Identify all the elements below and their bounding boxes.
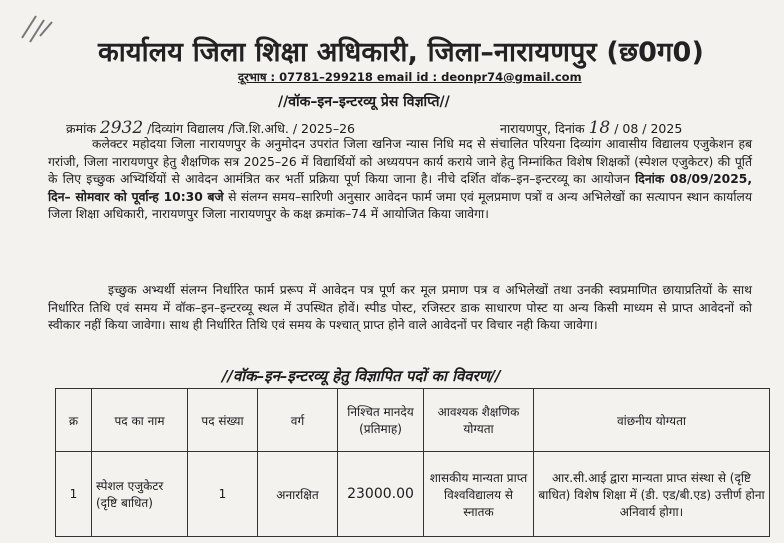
table-row — [56, 452, 770, 537]
col-header-category: वर्ग — [258, 389, 338, 452]
ref-prefix: क्रमांक — [66, 121, 96, 136]
paragraph-2-text: इच्छुक अभ्यर्थी संलग्न निर्धारित फार्म प्ररूप में आवेदन पत्र पूर्ण कर मूल प्रमाण पत्र व अभिलेखों तथा उनकी स्वप्रमाणित छायाप्रतियों के साथ निर्धारित तिथि एवं समय में वॉक–इन–इन्टरव्यू स्थल में उपस्थित होवें। स्पीड पोस्ट, रजिस्टर डाक साधारण पोस्ट या अन्य किसी माध्यम से प्राप्त आवेदनों को स्वीकार नहीं किया जावेगा। साथ ही निर्धारित तिथि एवं समय के पश्चात् प्राप्त होने वाले आवेदनों पर विचार नही किया जावेगा। — [48, 283, 752, 333]
pen-scribble-mark — [18, 8, 78, 48]
paragraph-2 — [48, 282, 752, 335]
paragraph-1 — [48, 136, 752, 224]
date-day-handwritten: 18 — [588, 118, 611, 138]
cell-required-qualification: शासकीय मान्यता प्राप्त विश्वविद्यालय से स्नातक — [424, 452, 534, 537]
col-header-post-count: पद संख्या — [188, 389, 258, 452]
col-header-required-qualification: आवश्यक शैक्षणिक योग्यता — [424, 389, 534, 452]
ref-number-handwritten: 2932 — [99, 118, 144, 138]
posts-table — [55, 388, 770, 537]
col-header-honorarium: निश्चित मानदेय (प्रतिमाह) — [338, 389, 424, 452]
posts-table-title: //वॉक–इन–इन्टरव्यू हेतु विज्ञापित पदों का विवरण// — [222, 367, 501, 385]
reference-number-line — [66, 118, 355, 138]
cell-honorarium: 23000.00 — [338, 452, 424, 537]
interview-date-time: दिनांक 08/09/2025, दिन– सोमवार को पूर्वान्ह 10:30 बजे — [48, 172, 752, 204]
paragraph-1-text-b: से संलग्न समय–सारिणी अनुसार आवेदन फार्म जमा एवं मूलप्रमाण पत्रों व अन्य अभिलेखों का सत्यापन स्थान कार्यालय जिला शिक्षा अधिकारी, नारायणपुर जिला नारायणपुर के कक्ष क्रमांक–74 में आयोजित किया जावेगा। — [48, 189, 752, 222]
place-date-prefix: नारायणपुर, दिनांक — [500, 121, 585, 136]
col-header-post-name: पद का नाम — [92, 389, 188, 452]
col-header-desired-qualification: वांछनीय योग्यता — [534, 389, 770, 452]
notice-title: //वॉक–इन–इन्टरव्यू प्रेस विज्ञप्ति// — [278, 94, 450, 110]
cell-post-count: 1 — [188, 452, 258, 537]
place-date-line — [500, 118, 682, 138]
cell-category: अनारक्षित — [258, 452, 338, 537]
table-header-row — [56, 389, 770, 452]
col-header-serial: क्र — [56, 389, 92, 452]
cell-serial: 1 — [56, 452, 92, 537]
date-rest: / 08 / 2025 — [614, 121, 683, 136]
paragraph-1-text-a: कलेक्टर महोदया जिला नारायणपुर के अनुमोदन उपरांत जिला खनिज न्यास निधि मद से संचालित परियना दिव्यांग आवासीय विद्यालय एजुकेशन हब गरांजी, जिला नारायणपुर हेतु शैक्षणिक सत्र 2025–26 में विद्यार्थियों को अध्ययपन कार्य कराये जाने हेतु निम्नांकित विशेष शिक्षकों (स्पेशल एजुकेटर) की पूर्ति के लिए इच्छुक अभ्यिर्थियों से आवेदन आमंत्रित कर भर्ती प्रक्रिया पूर्ण किया जाना है। नीचे दर्शित वॉक–इन–इन्टरव्यू का आयोजन — [48, 137, 752, 187]
cell-post-name: स्पेशल एजुकेटर (दृष्टि बाधित) — [92, 452, 188, 537]
ref-suffix: /दिव्यांग विद्यालय /जि.शि.अधि. / 2025–26 — [147, 121, 355, 136]
cell-desired-qualification: आर.सी.आई द्वारा मान्यता प्राप्त संस्था से (दृष्टि बाधित) विशेष शिक्षा में (डी. एड/बी.एड) उत्तीर्ण होना अनिवार्य होगा। — [534, 452, 770, 537]
office-title: कार्यालय जिला शिक्षा अधिकारी, जिला–नारायणपुर (छ0ग0) — [98, 37, 705, 68]
contact-line: दूरभाष : 07781–299218 email id : deonpr74@gmail.com — [238, 70, 582, 84]
